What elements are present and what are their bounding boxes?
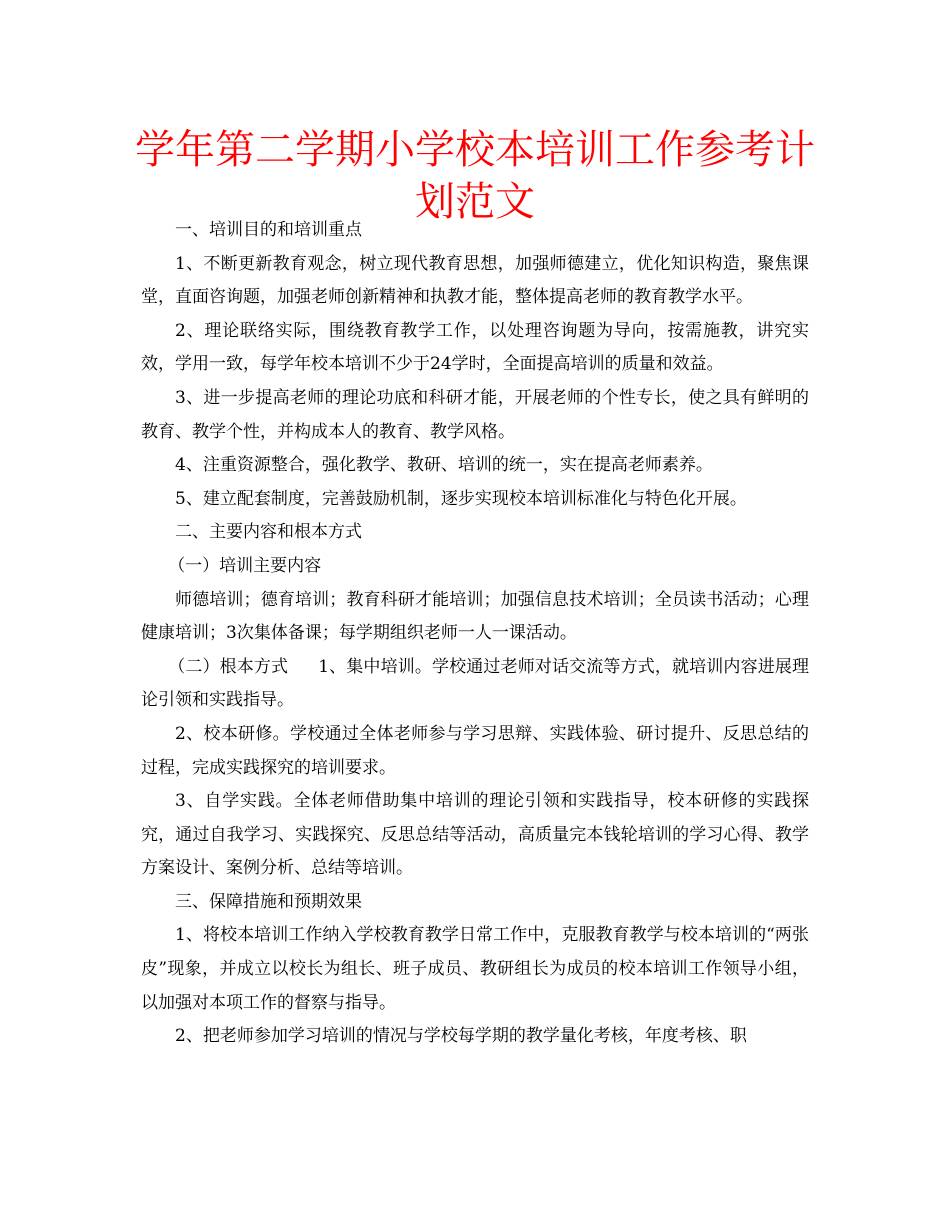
subsection-heading: （二）根本方式 bbox=[168, 656, 289, 677]
paragraph-text: 1、集中培训。学校通过老师对话交流等方式，就培训内容进展理论引领和实践指导。 bbox=[141, 656, 809, 711]
section-heading-1: 一、培训目的和培训重点 bbox=[175, 220, 362, 240]
document-body bbox=[141, 214, 809, 1054]
paragraph: 3、自学实践。全体老师借助集中培训的理论引领和实践指导，校本研修的实践探究，通过自我学习、实践探究、反思总结等活动，高质量完本钱轮培训的学习心得、教学方案设计、案例分析、总结等培训。 bbox=[141, 791, 809, 879]
paragraph: 1、将校本培训工作纳入学校教育教学日常工作中，克服教育教学与校本培训的“两张皮”现象，并成立以校长为组长、班子成员、教研组长为成员的校本培训工作领导小组，以加强对本项工作的督察与指导。 bbox=[141, 925, 809, 1013]
section-heading-3: 三、保障措施和预期效果 bbox=[175, 891, 362, 912]
paragraph: 2、理论联络实际，围绕教育教学工作，以处理咨询题为导向，按需施教，讲究实效，学用一致，每学年校本培训不少于24学时，全面提高培训的质量和效益。 bbox=[141, 320, 809, 375]
paragraph: 2、把老师参加学习培训的情况与学校每学期的教学量化考核，年度考核、职 bbox=[175, 1026, 747, 1047]
paragraph: 师德培训；德育培训；教育科研才能培训；加强信息技术培训；全员读书活动；心理健康培训；3次集体备课；每学期组织老师一人一课活动。 bbox=[141, 589, 809, 644]
document-title: 学年第二学期小学校本培训工作参考计划范文 bbox=[135, 127, 815, 225]
subsection-heading: （一）培训主要内容 bbox=[168, 555, 322, 576]
paragraph: 3、进一步提高老师的理论功底和科研才能，开展老师的个性专长，使之具有鲜明的教育、教学个性，并构成本人的教育、教学风格。 bbox=[141, 387, 809, 442]
paragraph-methods bbox=[141, 651, 809, 718]
section-heading-2: 二、主要内容和根本方式 bbox=[175, 522, 362, 543]
paragraph: 5、建立配套制度，完善鼓励机制，逐步实现校本培训标准化与特色化开展。 bbox=[175, 488, 747, 509]
paragraph: 1、不断更新教育观念，树立现代教育思想，加强师德建立，优化知识构造，聚焦课堂，直面咨询题，加强老师创新精神和执教才能，整体提高老师的教育教学水平。 bbox=[141, 253, 809, 308]
paragraph: 2、校本研修。学校通过全体老师参与学习思辩、实践体验、研讨提升、反思总结的过程，完成实践探究的培训要求。 bbox=[141, 723, 809, 778]
paragraph: 4、注重资源整合，强化教学、教研、培训的统一，实在提高老师素养。 bbox=[175, 455, 713, 476]
